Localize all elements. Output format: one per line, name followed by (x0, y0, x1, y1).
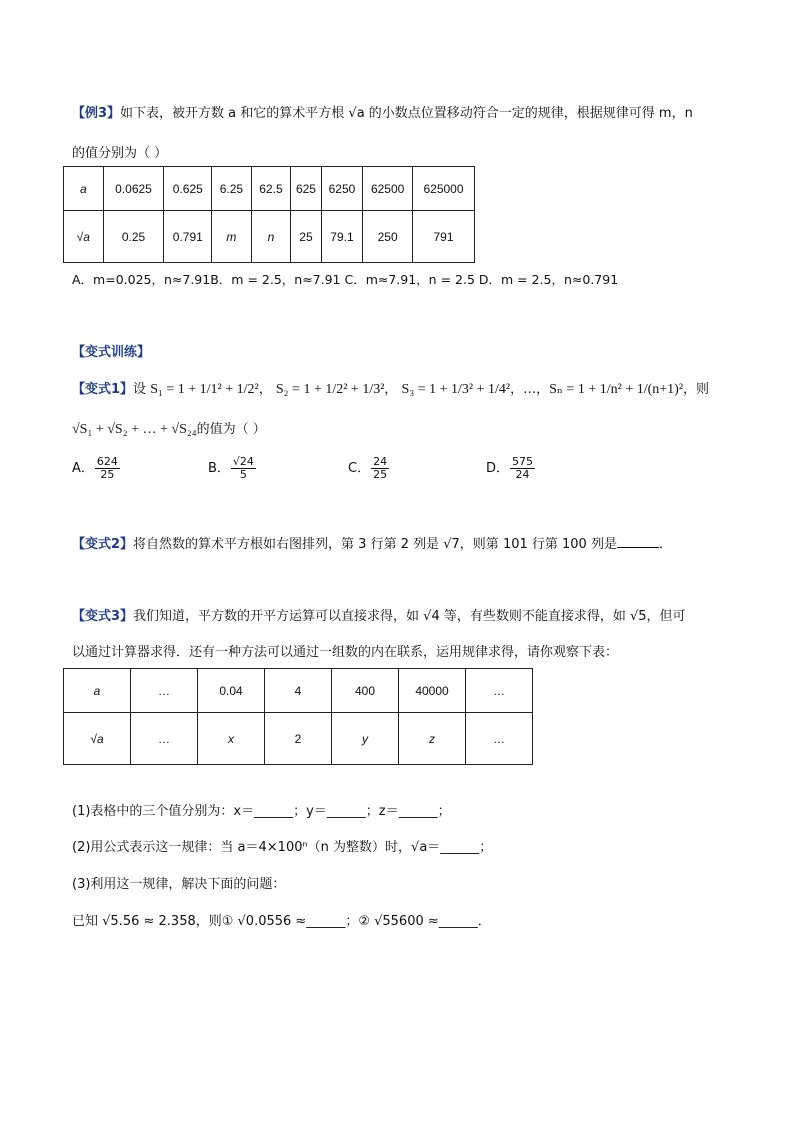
table-cell: 79.1 (321, 211, 363, 263)
variant-1-line1: 【变式1】设 S₁ = 1 + 1/1² + 1/2²， S₂ = 1 + 1/2² + 1/3²， S₃ = 1 + 1/3² + 1/4²，…，Sₙ = 1 + 1/n² + 1/(n+1)²，则 (72, 382, 710, 397)
table-cell: … (466, 669, 533, 713)
formula-sn: Sₙ = 1 + 1/n² + 1/(n+1)² (549, 382, 684, 397)
table-cell: 40000 (399, 669, 466, 713)
variant-1-intro: 设 (133, 382, 147, 397)
table-cell: 625 (291, 167, 321, 211)
variant-1-option-a (72, 456, 121, 481)
option-letter: D． (486, 461, 510, 476)
variant-2-text: 将自然数的算术平方根如右图排列，第 3 行第 2 列是 √7，则第 101 行第 100 列是 (133, 537, 617, 552)
table-cell: 6.25 (212, 167, 252, 211)
table-header-sqrt-a: √a (64, 713, 131, 765)
table-header-a: a (64, 167, 104, 211)
formula-s2: S₂ = 1 + 1/2² + 1/3² (275, 382, 385, 397)
table-cell: z (399, 713, 466, 765)
option-numerator: √24 (232, 455, 254, 468)
dots: ，…， (510, 382, 550, 397)
variant-3-question-2: (2)用公式表示这一规律：当 a＝4×100ⁿ（n 为整数）时，√a＝______； (72, 840, 493, 855)
table-cell: … (131, 713, 198, 765)
variant-3-question-1: (1)表格中的三个值分别为：x＝______；y＝______；z＝______； (72, 804, 451, 819)
option-numerator: 575 (512, 455, 534, 468)
table-row (64, 669, 533, 713)
variant-1-option-c (348, 456, 390, 481)
variant-1-option-b (208, 456, 257, 481)
variant-3-line1-text: 我们知道，平方数的开平方运算可以直接求得，如 √4 等，有些数则不能直接求得，如 √5，但可 (133, 609, 686, 624)
variant-3-question-4: 已知 √5.56 ≈ 2.358，则① √0.0556 ≈______；② √55600 ≈______． (72, 914, 491, 929)
table-cell: 2 (265, 713, 332, 765)
table-row (64, 167, 475, 211)
variant-3-table (63, 668, 533, 765)
table-cell: 625000 (413, 167, 475, 211)
table-cell: 62.5 (251, 167, 291, 211)
answer-blank (617, 547, 659, 548)
variant-3-label: 【变式3】 (72, 609, 134, 624)
option-denominator: 24 (515, 468, 530, 481)
table-cell: 400 (332, 669, 399, 713)
table-cell: 0.25 (103, 211, 164, 263)
example-3-line2: 的值分别为（ ） (72, 146, 168, 161)
then-text: ，则 (683, 382, 710, 397)
formula-sum: √S₁ + √S₂ + … + √S₂₄ (72, 422, 197, 437)
formula-s1: S₁ = 1 + 1/1² + 1/2² (150, 382, 259, 397)
table-cell: 4 (265, 669, 332, 713)
table-header-sqrt-a: √a (64, 211, 104, 263)
table-cell: … (466, 713, 533, 765)
example-3-stem: 如下表，被开方数 a 和它的算术平方根 √a 的小数点位置移动符合一定的规律，根据规律可得 m，n (120, 106, 693, 121)
example-3-label: 【例3】 (72, 106, 121, 121)
option-denominator: 25 (373, 468, 388, 481)
option-denominator: 25 (100, 468, 115, 481)
table-cell: 0.791 (164, 211, 212, 263)
table-cell: m (212, 211, 252, 263)
option-denominator: 5 (239, 468, 247, 481)
variant-1-question: 的值为（ ） (196, 422, 266, 437)
table-cell: n (251, 211, 291, 263)
option-letter: B． (208, 461, 230, 476)
example-3-table (63, 166, 475, 263)
table-cell: 6250 (321, 167, 363, 211)
table-cell: 25 (291, 211, 321, 263)
table-cell: x (198, 713, 265, 765)
table-cell: 0.0625 (103, 167, 164, 211)
variant-3-line2: 以通过计算器求得．还有一种方法可以通过一组数的内在联系，运用规律求得，请你观察下表： (72, 645, 619, 660)
table-row (64, 713, 533, 765)
table-cell: 62500 (363, 167, 413, 211)
table-cell: y (332, 713, 399, 765)
practice-title: 【变式训练】 (72, 345, 151, 360)
table-header-a: a (64, 669, 131, 713)
example-3-line1 (72, 104, 693, 124)
option-letter: C． (348, 461, 371, 476)
table-cell: 250 (363, 211, 413, 263)
variant-1-option-d (486, 456, 536, 481)
option-numerator: 24 (373, 455, 388, 468)
variant-2 (72, 535, 672, 555)
option-numerator: 624 (96, 455, 118, 468)
example-3-options: A．m=0.025，n≈7.91B．m = 2.5，n≈7.91 C．m≈7.91，n = 2.5 D．m = 2.5，n≈0.791 (72, 272, 619, 287)
table-cell: 791 (413, 211, 475, 263)
formula-s3: S₃ = 1 + 1/3² + 1/4² (401, 382, 511, 397)
variant-2-end: ． (658, 537, 672, 552)
variant-2-label: 【变式2】 (72, 537, 134, 552)
table-cell: 0.625 (164, 167, 212, 211)
variant-1-line2 (72, 420, 266, 440)
table-cell: … (131, 669, 198, 713)
table-row (64, 211, 475, 263)
variant-1-label: 【变式1】 (72, 382, 134, 397)
option-letter: A． (72, 461, 94, 476)
variant-3-question-3: (3)利用这一规律，解决下面的问题： (72, 877, 286, 892)
table-cell: 0.04 (198, 669, 265, 713)
variant-3-line1 (72, 607, 686, 627)
